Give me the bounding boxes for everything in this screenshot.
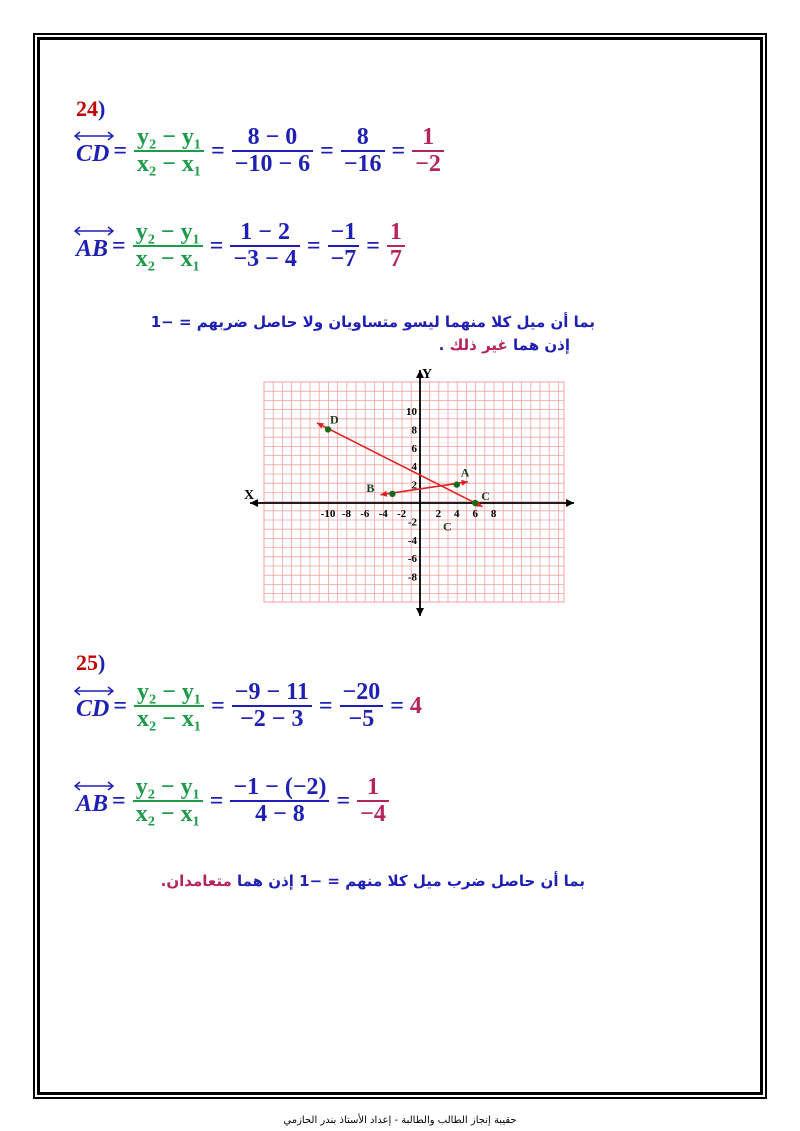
y-tick-label: -8 — [407, 571, 417, 584]
y-tick-label: 10 — [406, 406, 417, 418]
page-footer: حقيبة إنجاز الطالب والطالبة - إعداد الأستاذ بندر الحازمي — [283, 1115, 517, 1126]
y-axis-label: Y — [422, 367, 433, 382]
slope-equation-ab-25: AB = $\frac{\text{y₂ − y₁}}{\text{x₂ − x₁}}$ = $\frac{-1 - (-2)}{4 - 8}$ = $\frac{1}{-4}$ — [76, 775, 392, 827]
double-arrow-icon — [74, 781, 114, 791]
slope-result: $\frac{1}{-4}$ — [357, 775, 389, 827]
substitution-step: $\frac{-1 - (-2)}{4 - 8}$ — [230, 775, 329, 827]
slope-result: 4 — [409, 692, 422, 719]
slope-result: $\frac{1}{-2}$ — [412, 125, 444, 177]
y-axis-arrow-icon — [416, 608, 424, 616]
point-label: A — [460, 465, 470, 480]
x-axis-arrow-icon — [566, 499, 574, 507]
point-label: C — [481, 489, 490, 503]
simplified-step: $\frac{-20}{-5}$ — [340, 680, 384, 732]
simplified-step: $\frac{-1}{-7}$ — [328, 220, 360, 272]
x-tick-label: -8 — [341, 508, 351, 520]
x-tick-label: -6 — [360, 508, 370, 520]
double-arrow-icon — [74, 686, 114, 696]
x-tick-label: 4 — [454, 508, 460, 520]
conclusion-24-result: غير ذلك — [449, 336, 508, 354]
conclusion-24-line2: إذن هما غير ذلك . — [438, 336, 570, 354]
y-tick-label: 8 — [411, 424, 417, 437]
slope-equation-cd-25: CD = $\frac{\text{y₂ − y₁}}{\text{x₂ − x₁}}$ = $\frac{-9 - 11}{-2 - 3}$ = $\frac{-20}{-5}$ = 4 — [76, 679, 422, 733]
point-b — [389, 491, 395, 497]
conclusion-25: بما أن حاصل ضرب ميل كلا منهم = −1 إذن هما متعامدان. — [160, 872, 585, 890]
slope-formula: $\frac{\text{y₂ − y₁}}{\text{x₂ − x₁}}$ — [133, 220, 203, 272]
coordinate-graph — [240, 362, 580, 624]
slope-equation-ab-24: AB = $\frac{\text{y₂ − y₁}}{\text{x₂ − x₁}}$ = $\frac{1 - 2}{-3 - 4}$ = $\frac{-1}{-7}$ = $\frac{1}{7}$ — [76, 220, 408, 272]
x-tick-label: 6 — [472, 508, 478, 520]
vector-cd-label: CD — [76, 690, 109, 723]
y-tick-label: 6 — [411, 442, 417, 455]
y-tick-label: -4 — [407, 534, 417, 547]
point-label: D — [330, 412, 339, 427]
simplified-step: $\frac{8}{-16}$ — [341, 125, 385, 177]
x-tick-label: -2 — [397, 508, 407, 520]
question-number-25: 25) — [76, 650, 106, 675]
x-tick-label: -10 — [320, 508, 336, 520]
y-tick-label: -6 — [407, 553, 417, 566]
slope-result: $\frac{1}{7}$ — [387, 220, 405, 272]
point-d — [325, 426, 331, 432]
point-label: C — [443, 519, 452, 534]
vector-cd-label: CD — [76, 135, 109, 168]
y-tick-label: 2 — [411, 479, 417, 492]
x-tick-label: 2 — [435, 508, 442, 520]
double-arrow-icon — [74, 226, 114, 236]
vector-ab-label: AB — [76, 785, 108, 818]
double-arrow-icon — [74, 131, 114, 141]
slope-equation-cd-24: CD = $\frac{\text{y₂ − y₁}}{\text{x₂ − x₁}}$ = $\frac{8 - 0}{-10 - 6}$ = $\frac{8}{-16}$ = $\frac{1}{-2}$ — [76, 125, 447, 177]
question-number-24: 24) — [76, 96, 106, 121]
slope-formula: $\frac{\text{y₂ − y₁}}{\text{x₂ − x₁}}$ — [134, 125, 204, 177]
point-a — [454, 481, 460, 487]
conclusion-25-result: متعامدان. — [160, 872, 232, 890]
point-c — [472, 500, 478, 506]
y-tick-label: -2 — [407, 516, 417, 529]
substitution-step: $\frac{1 - 2}{-3 - 4}$ — [230, 220, 299, 272]
conclusion-24-line1: بما أن ميل كلا منهما ليسو متساويان ولا حاصل ضربهم = −1 — [150, 313, 595, 331]
point-label: B — [366, 480, 375, 495]
substitution-step: $\frac{8 - 0}{-10 - 6}$ — [232, 125, 313, 177]
vector-ab-label: AB — [76, 230, 108, 263]
x-tick-label: 8 — [490, 508, 497, 520]
substitution-step: $\frac{-9 - 11}{-2 - 3}$ — [232, 680, 312, 732]
slope-formula: $\frac{\text{y₂ − y₁}}{\text{x₂ − x₁}}$ — [133, 775, 203, 827]
x-tick-label: -4 — [378, 508, 388, 520]
y-tick-label: 4 — [411, 461, 417, 474]
x-axis-label: X — [244, 488, 255, 503]
slope-formula: $\frac{\text{y₂ − y₁}}{\text{x₂ − x₁}}$ — [134, 680, 204, 732]
